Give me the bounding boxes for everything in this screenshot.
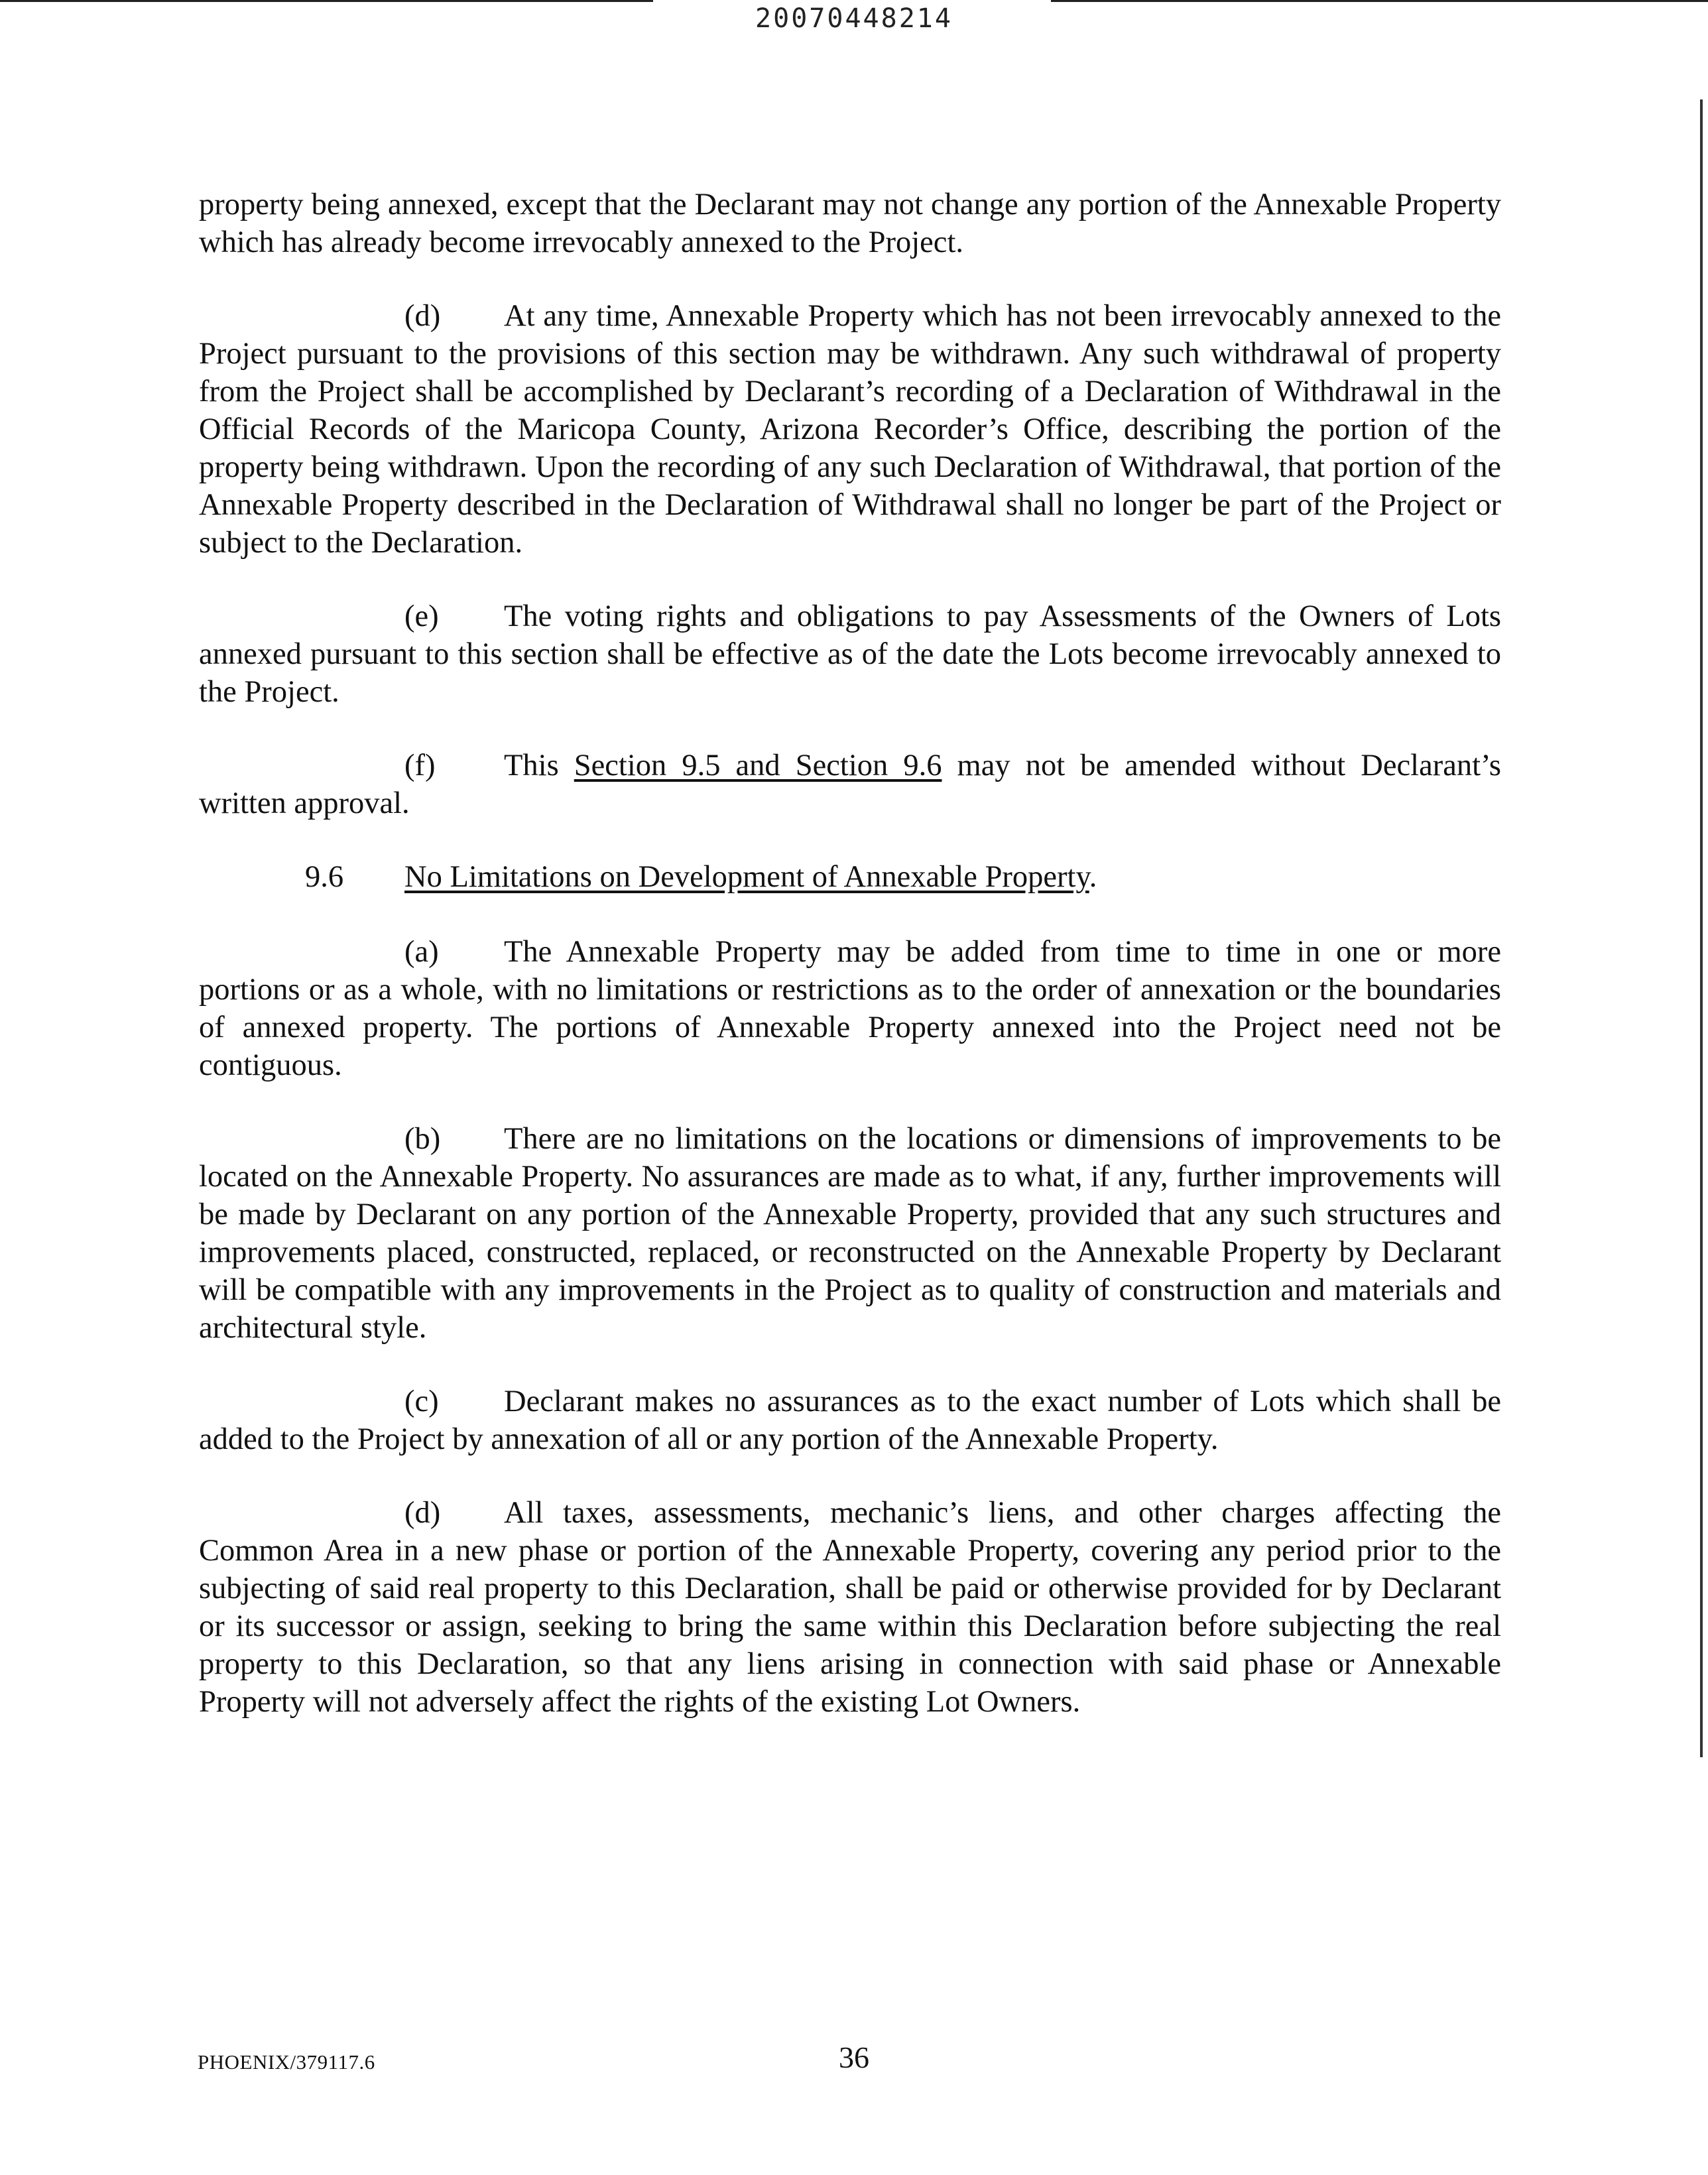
paragraph-text: At any time, Annexable Property which has not been irrevocably annexed to the Project pursuant to the provisions of this section may be withdrawn. Any such withdrawal of property from the Project shall be accomplished by Declarant’s recording of a Declaration of Withdrawal in the Official Records of the Maricopa County, Arizona Recorder’s Office, describing the portion of the property being withdrawn. Upon the recording of any such Declaration of Withdrawal, that portion of the Annexable Property described in the Declaration of Withdrawal shall no longer be part of the Project or subject to the Declaration.: [199, 299, 1501, 560]
footer-document-id: PHOENIX/379117.6: [198, 2050, 375, 2074]
document-body: [199, 186, 1501, 1757]
paragraph-text: Declarant makes no assurances as to the exact number of Lots which shall be added to the Project by annexation of all or any portion of the Annexable Property.: [199, 1385, 1501, 1456]
paragraph-text: The voting rights and obligations to pay Assessments of the Owners of Lots annexed pursuant to this section shall be effective as of the date the Lots become irrevocably annexed to the Project.: [199, 599, 1501, 709]
section-title-period: .: [1089, 860, 1097, 894]
paragraph-d-withdrawal: [199, 297, 1501, 562]
paragraph-text-pre: This: [504, 749, 574, 782]
paragraph-e-voting-rights: [199, 597, 1501, 711]
section-heading-9-6: [199, 858, 1501, 896]
paragraph-9-6-c: [199, 1383, 1501, 1458]
paragraph-label: (b): [404, 1122, 441, 1156]
paragraph-9-6-d: [199, 1494, 1501, 1721]
paragraph-label: (d): [404, 1496, 441, 1530]
page-number: 36: [839, 2040, 869, 2074]
paragraph-label: (d): [404, 299, 441, 333]
paragraph-label: (e): [404, 599, 439, 633]
paragraph-text: The Annexable Property may be added from time to time in one or more portions or as a whole, with no limitations or restrictions as to the order of annexation or the boundaries of annexed property. The portions of Annexable Property annexed into the Project need not be contiguous.: [199, 935, 1501, 1082]
recording-number: 20070448214: [755, 3, 953, 34]
paragraph-label: (a): [404, 935, 439, 969]
paragraph-label: (c): [404, 1385, 439, 1418]
paragraph-label: (f): [404, 749, 436, 782]
paragraph-text: There are no limitations on the locations or dimensions of improvements to be located on the Annexable Property. No assurances are made as to what, if any, further improvements will be made by Declarant on any portion of the Annexable Property, provided that any such structures and improvements placed, constructed, replaced, or reconstructed on the Annexable Property by Declarant will be compatible with any improvements in the Project as to quality of construction and materials and architectural style.: [199, 1122, 1501, 1345]
section-number: 9.6: [305, 860, 344, 894]
paragraph-text: All taxes, assessments, mechanic’s liens, and other charges affecting the Common Area in a new phase or portion of the Annexable Property, covering any period prior to the subjecting of said real property to this Declaration, shall be paid or otherwise provided for by Declarant or its successor or assign, seeking to bring the same within this Declaration before subjecting the real property to this Declaration, so that any liens arising in connection with said phase or Annexable Property will not adversely affect the rights of the existing Lot Owners.: [199, 1496, 1501, 1719]
paragraph-9-6-a: [199, 933, 1501, 1084]
paragraph-continuation: property being annexed, except that the Declarant may not change any portion of the Annexable Property which has already become irrevocably annexed to the Project.: [199, 188, 1501, 259]
paragraph-text-post: may not be amended without Declarant’s written approval.: [199, 749, 1502, 820]
paragraph-9-6-b: [199, 1120, 1501, 1347]
section-title: No Limitations on Development of Annexable Property: [404, 860, 1089, 894]
paragraph-f-amendment: [199, 747, 1501, 822]
section-reference: Section 9.5 and Section 9.6: [574, 749, 942, 782]
scan-edge-right: [1700, 99, 1703, 1757]
